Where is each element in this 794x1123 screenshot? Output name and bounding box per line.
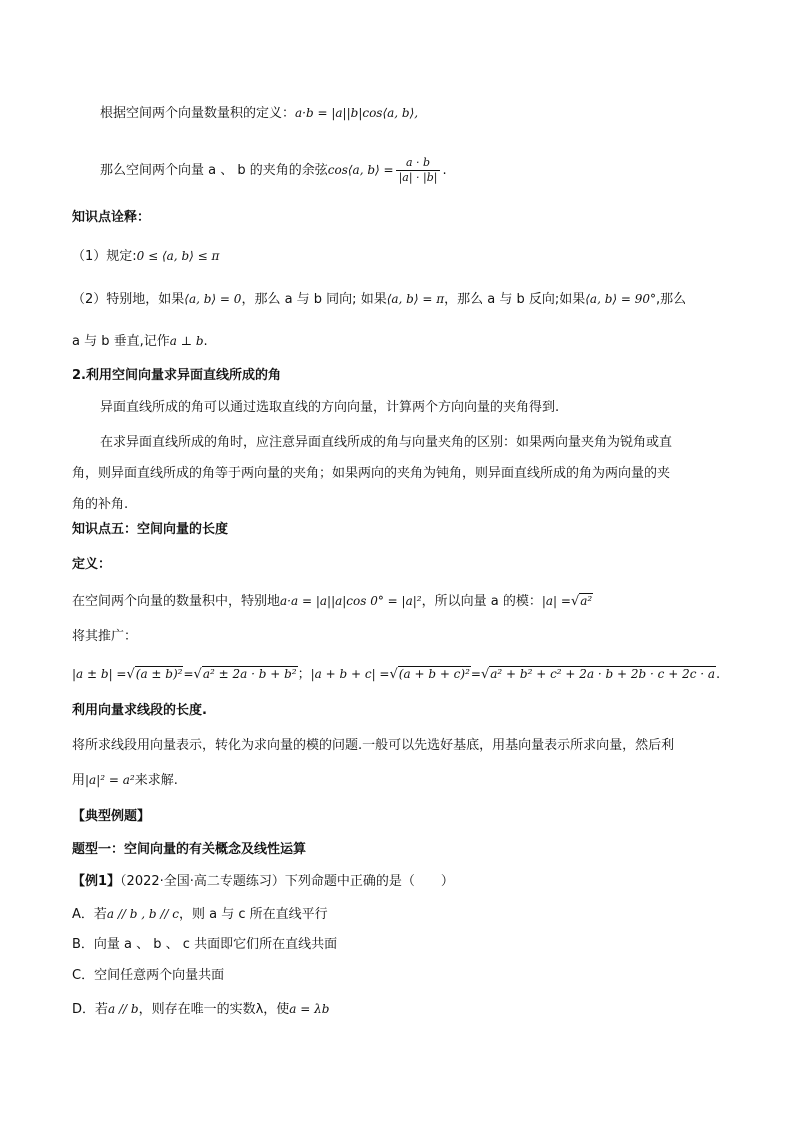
section-2-paragraph-2-line-2: 角，则异面直线所成的角等于两向量的夹角；如果两向的夹角为钝角，则异面直线所成的角为两向量的夹 [72, 466, 671, 481]
perpendicular-notation: a ⊥ b [169, 334, 204, 348]
option-d[interactable] [72, 1000, 329, 1019]
fraction-denominator: |a| · |b| [398, 171, 438, 184]
same-direction-formula: ⟨a, b⟩ = 0 [184, 292, 242, 306]
segment-text-a: 用 [72, 773, 86, 788]
modulus-expression: |a| = [541, 594, 571, 608]
sqrt-icon: √ [570, 594, 580, 609]
generalization-formulas [72, 665, 720, 684]
example-1-label: 【例1】 [72, 874, 121, 889]
sqrt-icon: √ [193, 667, 202, 682]
sum-diff-modulus: |a ± b| = [72, 667, 127, 681]
note-2-text-b: ，那么 a 与 b 同向; 如果 [241, 292, 387, 307]
fraction-numerator: a · b [396, 156, 441, 171]
sqrt-radicand: (a + b + c)² [398, 667, 470, 681]
vector-length-definition [72, 592, 593, 611]
opposite-direction-formula: ⟨a, b⟩ = π [386, 292, 445, 306]
option-a[interactable] [72, 905, 328, 924]
typical-examples-heading: 【典型例题】 [72, 809, 151, 824]
self-dot-product-formula: a·a = |a||a|cos 0° = |a|² [280, 594, 422, 608]
cosine-formula-line [100, 155, 447, 186]
definition-text-b: ，所以向量 a 的模： [421, 594, 542, 609]
sqrt-radicand: a² [580, 594, 593, 608]
note-item-1 [72, 247, 219, 266]
notes-heading: 知识点诠释： [72, 210, 151, 225]
separator: ； [297, 667, 311, 682]
option-a-text: ，则 a 与 c 所在直线平行 [179, 907, 328, 922]
sqrt-radicand: (a ± b)² [135, 667, 183, 681]
definition-label: 定义： [72, 557, 112, 572]
dot-product-formula: a·b = |a||b|cos⟨a, b⟩, [295, 106, 419, 120]
segment-text-b: 来求解. [134, 773, 178, 788]
option-d-prefix: D．若 [72, 1002, 109, 1017]
equals-sign: = [183, 667, 194, 681]
section-2-paragraph-1: 异面直线所成的角可以通过选取直线的方向向量，计算两个方向向量的夹角得到. [100, 400, 560, 415]
dot-product-definition-line [100, 104, 418, 123]
note-item-2-continued [72, 332, 208, 351]
period: . [442, 163, 447, 178]
period: . [716, 667, 721, 682]
option-d-formula-1: a // b [108, 1002, 139, 1016]
triple-sum-modulus: |a + b + c| = [310, 667, 390, 681]
definition-text: 根据空间两个向量数量积的定义： [100, 106, 296, 121]
note-1-label: （1）规定: [72, 249, 137, 264]
note-2-text-d: ,那么 [656, 292, 687, 307]
segment-length-heading: 利用向量求线段的长度. [72, 703, 207, 718]
modulus-square-formula: |a|² = a² [85, 773, 135, 787]
cosine-text: 那么空间两个向量 a 、 b 的夹角的余弦 [100, 163, 328, 178]
sqrt-radicand: a² ± 2a · b + b² [202, 667, 297, 681]
equals-sign: = [470, 667, 481, 681]
option-d-text: ，则存在唯一的实数λ，使 [138, 1002, 290, 1017]
cosine-expression: cos⟨a, b⟩ = [327, 163, 394, 177]
segment-length-line-1: 将所求线段用向量表示，转化为求向量的模的问题.一般可以先选好基底，用基向量表示所求向量，然后利 [72, 738, 675, 753]
perpendicular-formula: ⟨a, b⟩ = 90° [585, 292, 657, 306]
example-1-stem [72, 873, 454, 891]
definition-text-a: 在空间两个向量的数量积中，特别地 [72, 594, 281, 609]
section-2-heading: 2.利用空间向量求异面直线所成的角 [72, 368, 281, 383]
sqrt-icon: √ [480, 667, 490, 682]
angle-range-formula: 0 ≤ ⟨a, b⟩ ≤ π [136, 249, 220, 263]
section-2-paragraph-2-line-1: 在求异面直线所成的角时，应注意异面直线所成的角与向量夹角的区别：如果两向量夹角为锐角或直 [100, 435, 673, 450]
option-b[interactable]: B．向量 a 、 b 、 c 共面即它们所在直线共面 [72, 937, 338, 952]
section-2-paragraph-2-line-3: 角的补角. [72, 497, 129, 512]
kp5-heading: 知识点五：空间向量的长度 [72, 522, 229, 537]
segment-length-line-2 [72, 771, 178, 790]
generalization-label: 将其推广： [72, 629, 138, 644]
sqrt-icon: √ [389, 667, 398, 682]
cosine-fraction [396, 156, 441, 185]
option-a-formula: a // b , b // c [106, 907, 180, 921]
sqrt-icon: √ [126, 667, 135, 682]
note-2-text-a: （2）特别地，如果 [72, 292, 185, 307]
note-2-text-e: a 与 b 垂直,记作 [72, 334, 170, 349]
question-type-1-heading: 题型一：空间向量的有关概念及线性运算 [72, 842, 307, 857]
period: . [203, 334, 208, 349]
note-2-text-c: ，那么 a 与 b 反向;如果 [444, 292, 586, 307]
option-c[interactable]: C．空间任意两个向量共面 [72, 968, 225, 983]
example-1-question: （2022·全国·高二专题练习）下列命题中正确的是（ ） [120, 874, 454, 889]
sqrt-radicand: a² + b² + c² + 2a · b + 2b · c + 2c · a [490, 667, 716, 681]
option-a-prefix: A．若 [72, 907, 107, 922]
option-d-formula-2: a = λb [289, 1002, 330, 1016]
note-item-2 [72, 290, 686, 309]
